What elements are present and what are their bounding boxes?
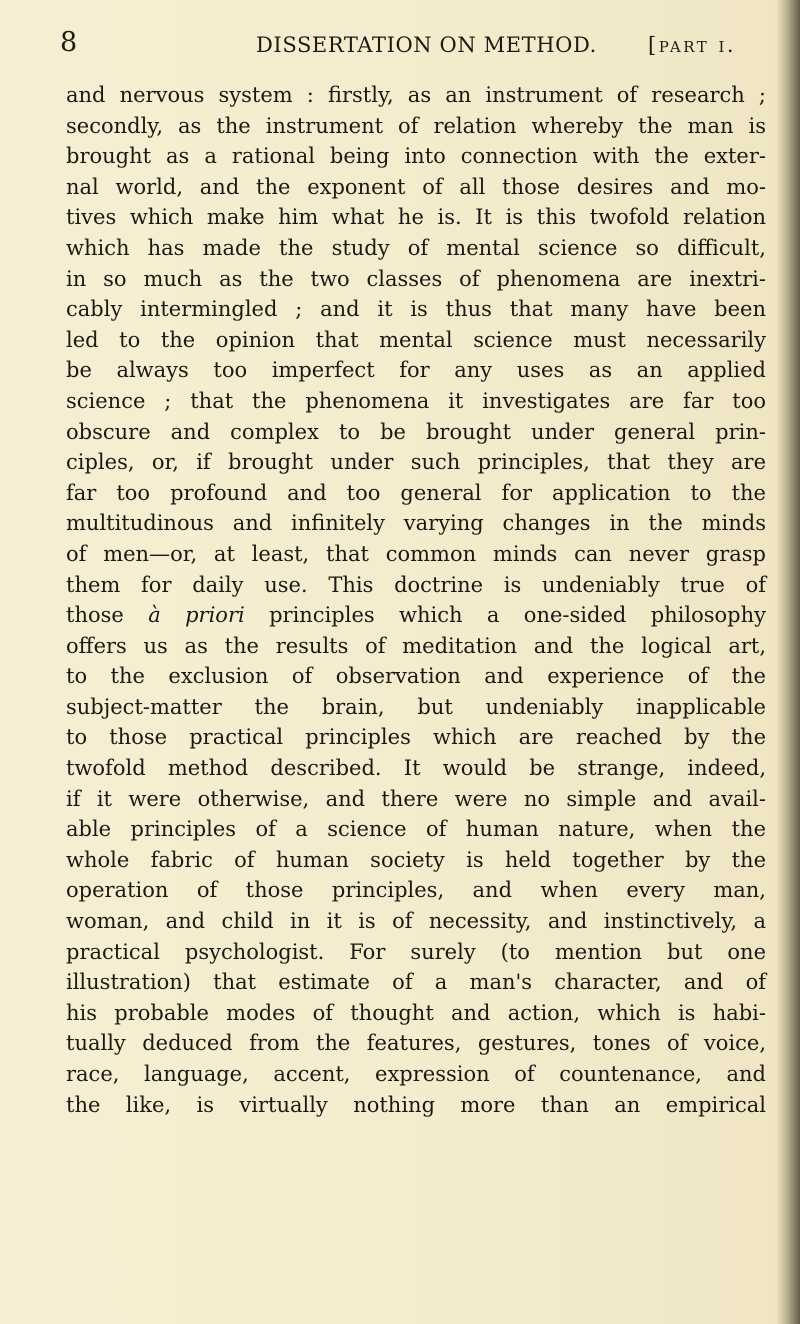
text-line: tives which make him what he is. It is this twofold relation bbox=[66, 205, 766, 230]
text-line: multitudinous and infinitely varying changes in the minds bbox=[66, 511, 766, 536]
body-paragraph bbox=[66, 80, 766, 1120]
text-line: illustration) that estimate of a man's character, and of bbox=[66, 970, 766, 995]
text-line: obscure and complex to be brought under general prin- bbox=[66, 419, 766, 444]
text-line: to those practical principles which are reached by the bbox=[66, 725, 766, 750]
text-line: science ; that the phenomena it investigates are far too bbox=[66, 388, 766, 413]
text-line: them for daily use. This doctrine is undeniably true of bbox=[66, 572, 766, 597]
text-line: be always too imperfect for any uses as an applied bbox=[66, 358, 766, 383]
text-line: nal world, and the exponent of all those desires and mo- bbox=[66, 174, 766, 199]
text-line: which has made the study of mental science so difficult, bbox=[66, 235, 766, 260]
text-line: brought as a rational being into connection with the exter- bbox=[66, 144, 766, 169]
text-line: ciples, or, if brought under such principles, that they are bbox=[66, 450, 766, 475]
page-edge-shadow bbox=[776, 0, 800, 1324]
text-line: if it were otherwise, and there were no simple and avail- bbox=[66, 786, 766, 811]
text-line: whole fabric of human society is held together by the bbox=[66, 847, 766, 872]
text-line: far too profound and too general for application to the bbox=[66, 480, 766, 505]
text-line: secondly, as the instrument of relation whereby the man is bbox=[66, 113, 766, 138]
text-line: offers us as the results of meditation and the logical art, bbox=[66, 633, 766, 658]
running-title: DISSERTATION ON METHOD. bbox=[256, 33, 597, 57]
text-line: subject-matter the brain, but undeniably inapplicable bbox=[66, 694, 766, 719]
text-line: his probable modes of thought and action, which is habi- bbox=[66, 1000, 766, 1025]
text-line: tually deduced from the features, gestures, tones of voice, bbox=[66, 1031, 766, 1056]
running-header bbox=[60, 26, 760, 60]
text-line: to the exclusion of observation and experience of the bbox=[66, 664, 766, 689]
text-line: led to the opinion that mental science must necessarily bbox=[66, 327, 766, 352]
text-line: the like, is virtually nothing more than an empirical bbox=[66, 1092, 766, 1117]
text-line: practical psychologist. For surely (to mention but one bbox=[66, 939, 766, 964]
text-line: twofold method described. It would be strange, indeed, bbox=[66, 756, 766, 781]
italic-phrase: à priori bbox=[148, 603, 245, 628]
text-line: those à priori principles which a one-sided philosophy bbox=[66, 603, 766, 628]
text-line: able principles of a science of human nature, when the bbox=[66, 817, 766, 842]
page-number: 8 bbox=[60, 27, 78, 58]
text-line: cably intermingled ; and it is thus that many have been bbox=[66, 297, 766, 322]
text-line: operation of those principles, and when every man, bbox=[66, 878, 766, 903]
text-line: woman, and child in it is of necessity, and instinctively, a bbox=[66, 909, 766, 934]
part-label: [part i. bbox=[648, 33, 737, 57]
text-line: in so much as the two classes of phenomena are inextri- bbox=[66, 266, 766, 291]
text-line: of men—or, at least, that common minds can never grasp bbox=[66, 541, 766, 566]
text-line: race, language, accent, expression of countenance, and bbox=[66, 1062, 766, 1086]
text-line: and nervous system : firstly, as an instrument of research ; bbox=[66, 83, 766, 107]
